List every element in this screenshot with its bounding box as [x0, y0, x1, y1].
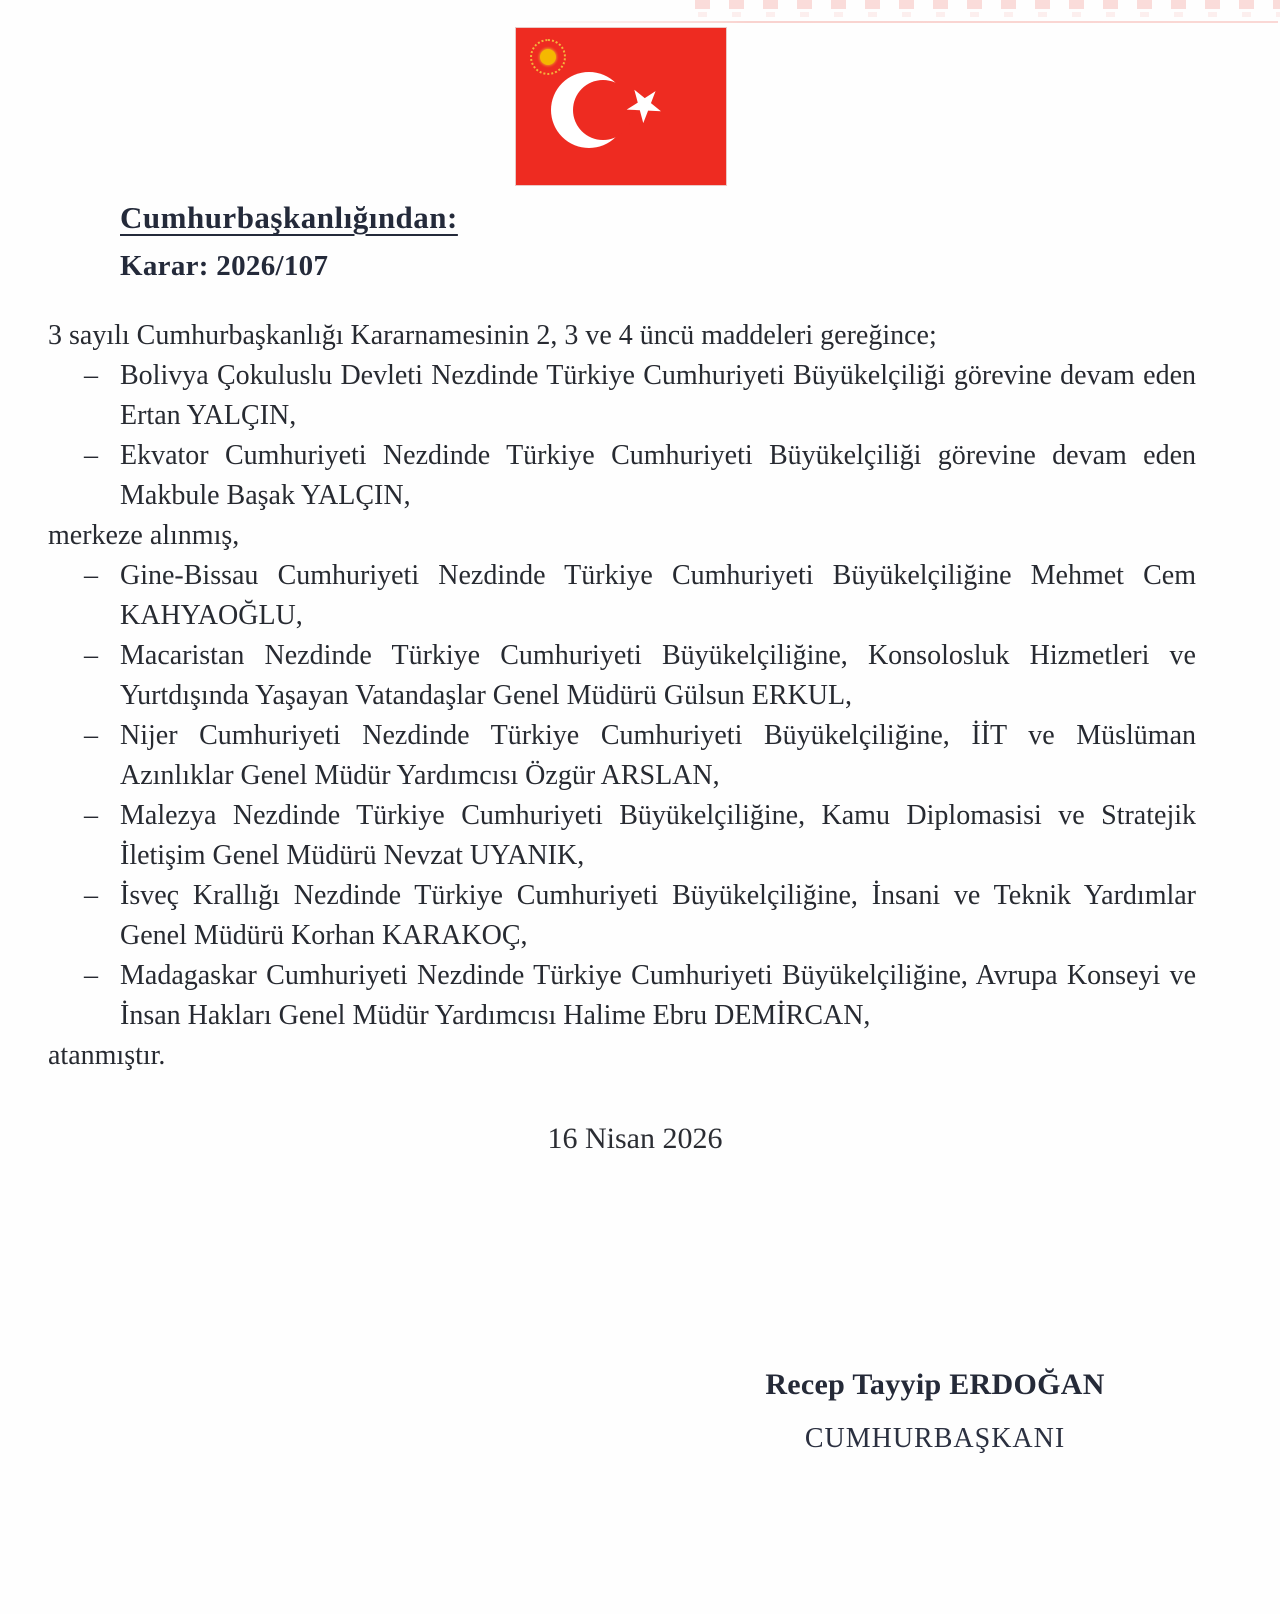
document-date: 16 Nisan 2026 — [547, 1122, 723, 1155]
faint-watermark-line — [520, 21, 1278, 23]
list-item — [48, 356, 1196, 436]
list-item — [48, 636, 1196, 716]
list-item-text: Macaristan Nezdinde Türkiye Cumhuriyeti Büyükelçiliğine, Konsolosluk Hizmetleri ve Yurtdışında Yaşayan Vatandaşlar Genel Müdürü Gülsun ERKUL, — [120, 640, 1196, 711]
signer-title: CUMHURBAŞKANI — [804, 1423, 1066, 1454]
bullet-dash: – — [84, 720, 98, 751]
bullet-dash: – — [84, 800, 98, 831]
list-item-text: Bolivya Çokuluslu Devleti Nezdinde Türkiye Cumhuriyeti Büyükelçiliği görevine devam eden Ertan YALÇIN, — [120, 360, 1196, 431]
recalled-note: merkeze alınmış, — [48, 520, 240, 551]
list-item-text: Nijer Cumhuriyeti Nezdinde Türkiye Cumhuriyeti Büyükelçiliğine, İİT ve Müslüman Azınlıklar Genel Müdür Yardımcısı Özgür ARSLAN, — [120, 720, 1196, 791]
list-item-text: Ekvator Cumhuriyeti Nezdinde Türkiye Cumhuriyeti Büyükelçiliği görevine devam eden Makbule Başak YALÇIN, — [120, 440, 1196, 511]
list-item-text: Gine-Bissau Cumhuriyeti Nezdinde Türkiye Cumhuriyeti Büyükelçiliğine Mehmet Cem KAHYAOĞLU, — [120, 560, 1196, 631]
list-item — [48, 956, 1196, 1036]
bullet-dash: – — [84, 880, 98, 911]
bullet-dash: – — [84, 560, 98, 591]
list-item — [48, 876, 1196, 956]
intro-paragraph: 3 sayılı Cumhurbaşkanlığı Kararnamesinin 2, 3 ve 4 üncü maddeleri gereğince; — [48, 320, 937, 351]
turkish-presidential-flag-icon — [516, 28, 726, 185]
presidential-seal-sun-icon — [540, 49, 556, 65]
bullet-dash: – — [84, 960, 98, 991]
header-block — [120, 200, 458, 283]
appointed-note: atanmıştır. — [48, 1040, 166, 1071]
bullet-dash: – — [84, 640, 98, 671]
document-title: Cumhurbaşkanlığından: — [120, 200, 458, 235]
crescent-cutout — [573, 80, 633, 140]
list-item — [48, 556, 1196, 636]
list-item — [48, 716, 1196, 796]
list-item-text: İsveç Krallığı Nezdinde Türkiye Cumhuriyeti Büyükelçiliğine, İnsani ve Teknik Yardımlar Genel Müdürü Korhan KARAKOÇ, — [120, 880, 1196, 951]
list-item-text: Madagaskar Cumhuriyeti Nezdinde Türkiye Cumhuriyeti Büyükelçiliğine, Avrupa Konseyi ve İnsan Hakları Genel Müdür Yardımcısı Halime Ebru DEMİRCAN, — [120, 960, 1196, 1031]
bullet-dash: – — [84, 360, 98, 391]
list-item — [48, 796, 1196, 876]
signer-name: Recep Tayyip ERDOĞAN — [765, 1368, 1105, 1401]
decision-number: Karar: 2026/107 — [120, 250, 329, 282]
list-item-text: Malezya Nezdinde Türkiye Cumhuriyeti Büyükelçiliğine, Kamu Diplomasisi ve Stratejik İletişim Genel Müdürü Nevzat UYANIK, — [120, 800, 1196, 871]
cropped-watermark-strip — [695, 0, 1280, 17]
document-body — [48, 316, 1196, 1076]
signature-block — [735, 1368, 1135, 1455]
list-item — [48, 436, 1196, 516]
bullet-dash: – — [84, 440, 98, 471]
